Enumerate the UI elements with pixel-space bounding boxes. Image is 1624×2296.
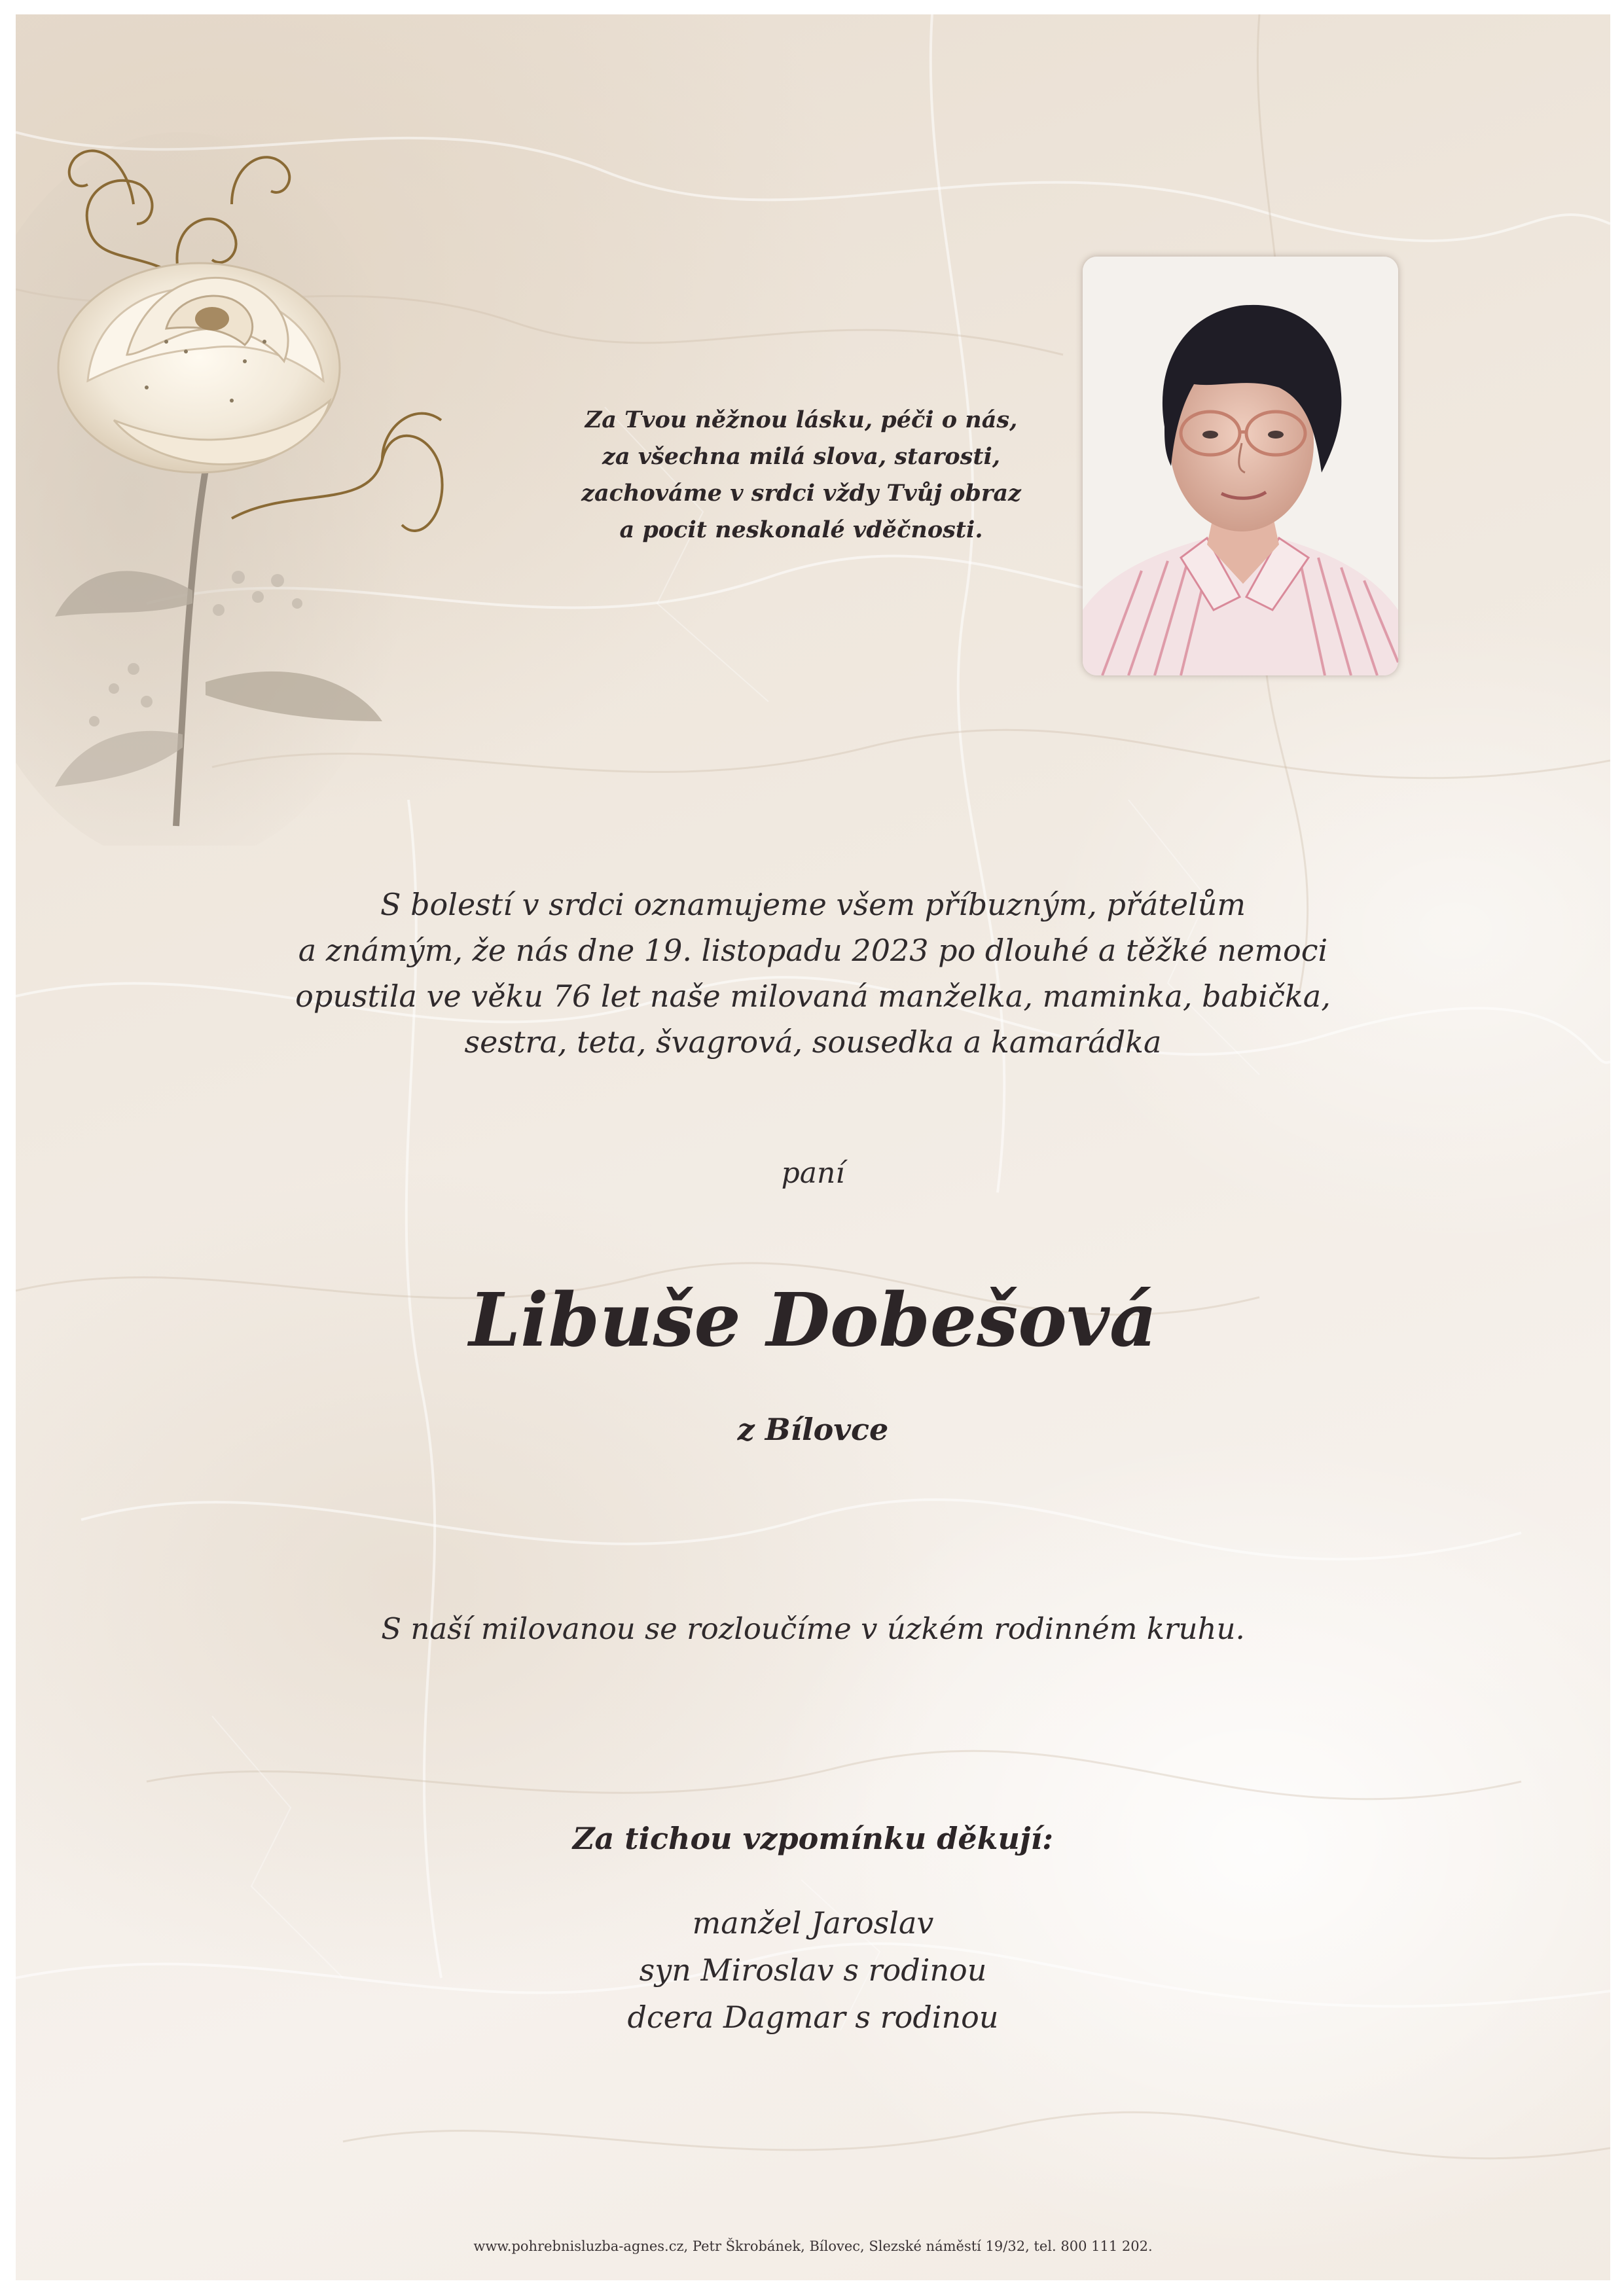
farewell-notice: S naší milovanou se rozloučíme v úzkém rodinném kruhu. [381,1611,1245,1646]
announcement-line: sestra, teta, švagrová, sousedka a kamarádka [464,1024,1162,1060]
announcement-line: S bolestí v srdci oznamujeme všem příbuzným, přátelům [380,887,1246,922]
portrait-photo [1083,257,1398,675]
deceased-origin: z Bílovce [737,1412,889,1447]
white-rose-icon [16,93,487,846]
thanks-heading: Za tichou vzpomínku děkují: [572,1821,1054,1856]
mourners-list [363,1899,1263,2041]
death-announcement [232,882,1394,1065]
announcement-line: opustila ve věku 76 let naše milovaná manželka, maminka, babička, [295,978,1331,1014]
obituary-page [16,14,1610,2280]
poem-line: za všechna milá slova, starosti, [602,443,1001,470]
announcement-line: a známým, že nás dne 19. listopadu 2023 po dlouhé a těžké nemoci [298,933,1328,968]
deceased-name: Libuše Dobešová [469,1278,1157,1363]
mourner-item: dcera Dagmar s rodinou [627,2000,999,2035]
honorific: paní [781,1157,845,1190]
funeral-service-footer: www.pohrebnisluzba-agnes.cz, Petr Škrobánek, Bílovec, Slezské náměstí 19/32, tel. 800 111 202. [473,2238,1153,2254]
poem-line: a pocit neskonalé vděčnosti. [619,516,983,543]
mourner-item: manžel Jaroslav [692,1905,934,1941]
mourner-item: syn Miroslav s rodinou [639,1952,987,1988]
poem-line: Za Tvou něžnou lásku, péči o nás, [585,406,1018,433]
memorial-poem [474,402,1128,548]
poem-line: zachováme v srdci vždy Tvůj obraz [581,480,1021,507]
